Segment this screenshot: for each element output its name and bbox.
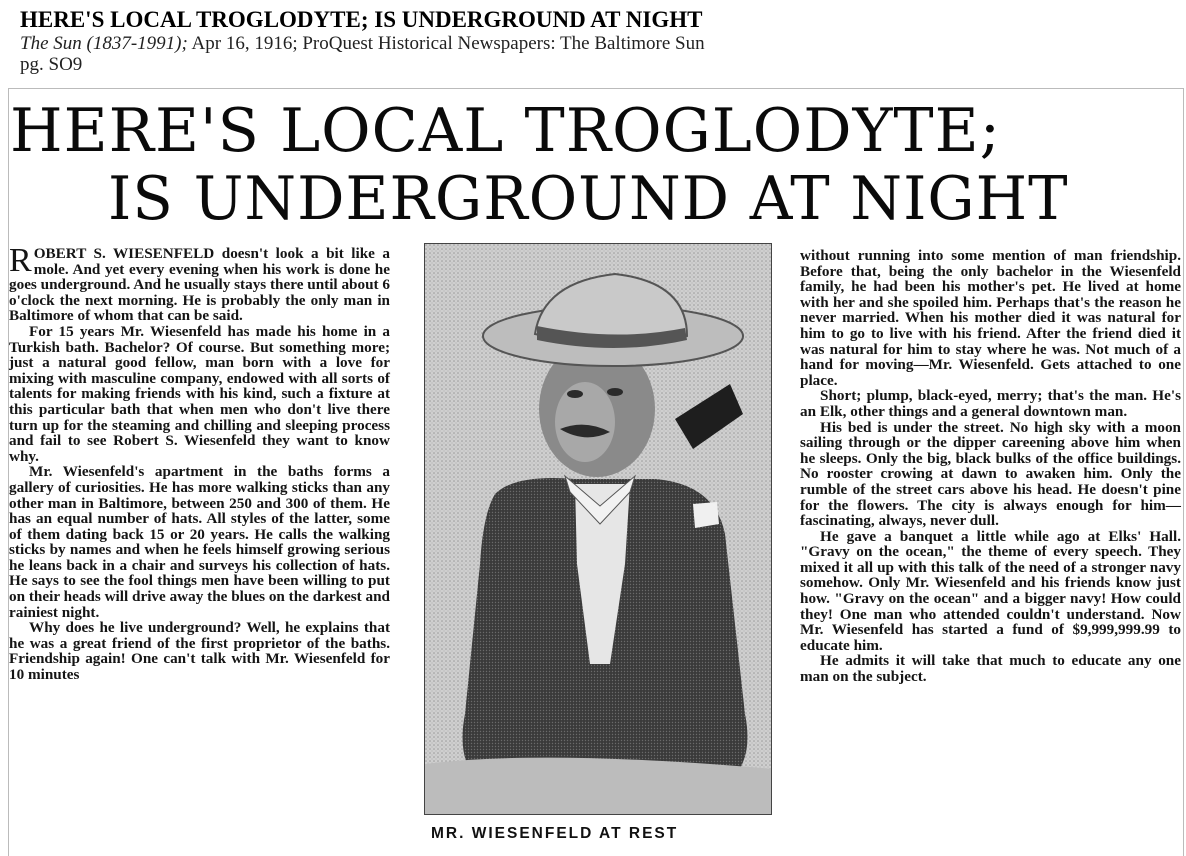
photo-caption: MR. WIESENFELD AT REST — [431, 825, 679, 842]
paragraph: He admits it will take that much to educate any one man on the subject. — [800, 652, 1181, 686]
paragraph: Short; plump, black-eyed, merry; that's the man. He's an Elk, other things and a general downtown man. — [800, 387, 1181, 420]
citation-header — [20, 6, 1170, 75]
paragraph: Why does he live underground? Well, he explains that he was a great friend of the first proprietor of the baths. Friendship again! One can't talk with Mr. Wiesenfeld for 10 minutes — [9, 619, 390, 684]
paragraph: ROBERT S. WIESENFELD doesn't look a bit like a mole. And yet every evening when his work is done he goes underground. And he usually stays there until about 6 o'clock the next morning. He is probably the only man in Baltimore of whom that can be said. — [9, 242, 390, 325]
portrait-illustration — [425, 244, 772, 815]
headline-line-1: HERE'S LOCAL TROGLODYTE; — [10, 96, 1001, 166]
paragraph: without running into some mention of man friendship. Before that, being the only bachelor in the Wiesenfeld family, he had been his mother's pet. He lived at home with her and she spoiled him. Perhaps that's the reason he never married. When his mother died it was natural for him to go to live with his friend. After the friend died it was natural for him to stay where he was. Not much of a hand for moving—Mr. Wiesenfeld. Gets attached to one place. — [800, 247, 1181, 389]
source-name: The Sun (1837-1991); — [20, 33, 188, 54]
headline-line-2: IS UNDERGROUND AT NIGHT — [108, 164, 1069, 234]
drop-cap: R — [9, 242, 32, 279]
citation-line — [20, 33, 1170, 54]
article-title: HERE'S LOCAL TROGLODYTE; IS UNDERGROUND AT NIGHT — [20, 7, 703, 32]
paragraph: For 15 years Mr. Wiesenfeld has made his home in a Turkish bath. Bachelor? Of course. But something more; just a natural good fellow, man born with a love for mixing with masculine company, endowed with all sorts of talents for making friends with his kind, such a fixture at this particular bath that when men who don't live there turn up for the steaming and chilling and sleeping process and fail to see Robert S. Wiesenfeld they want to know why. — [9, 322, 390, 465]
paragraph: His bed is under the street. No high sky with a moon sailing through or the dipper careening above him when he sleeps. Only the big, black bulks of the office buildings. No rooster crowing at dawn to awaken him. Only the rumble of the street cars above his head. He doesn't pine for the flowers. The city is always enough for him—fascinating, always, never dull. — [800, 418, 1181, 530]
portrait-photo — [424, 243, 772, 815]
page-number: pg. SO9 — [20, 54, 83, 75]
paragraph: He gave a banquet a little while ago at Elks' Hall. "Gravy on the ocean," the theme of every speech. They mixed it all up with this talk of the need of a stronger navy somehow. Only Mr. Wiesenfeld and his friends know just how. "Gravy on the ocean" and a bigger navy! How could they! One man who attended couldn't understand. Now Mr. Wiesenfeld has started a fund of $9,999,999.99 to educate him. — [800, 527, 1181, 654]
citation-details: Apr 16, 1916; ProQuest Historical Newspapers: The Baltimore Sun — [187, 33, 705, 54]
left-column — [9, 242, 390, 684]
right-column — [800, 248, 1181, 685]
paragraph: Mr. Wiesenfeld's apartment in the baths forms a gallery of curiosities. He has more walking sticks than any other man in Baltimore, between 250 and 300 of them. He has an equal number of hats. All styles of the latter, some of them dating back 15 or 20 years. He calls the walking sticks by names and when he feels himself growing serious he leans back in a chair and surveys his collection of hats. He says to see the fool things men have been willing to put on their heads will drive away the blues on the darkest and rainiest night. — [9, 463, 390, 621]
